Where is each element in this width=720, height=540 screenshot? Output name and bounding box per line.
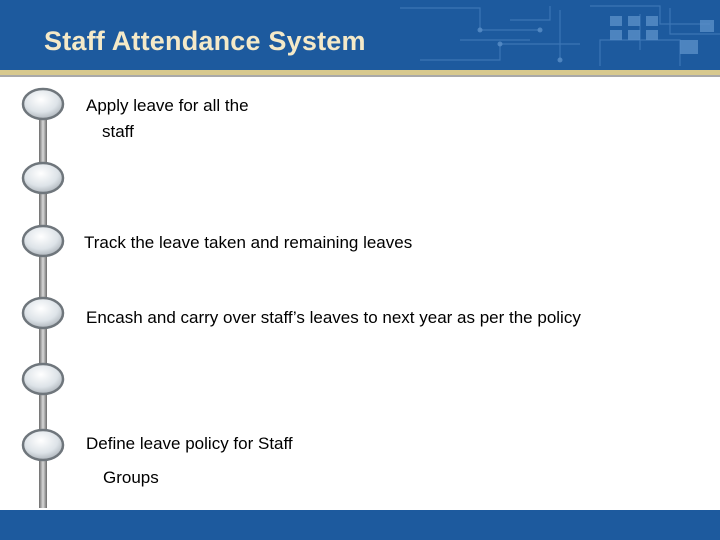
feature-text-line1: Apply leave for all the	[86, 96, 249, 115]
timeline-node	[23, 163, 63, 193]
circuit-decoration	[360, 0, 720, 72]
feature-text-line2: staff	[102, 122, 134, 141]
feature-text-line2: Groups	[103, 468, 159, 487]
feature-text-line1: Track the leave taken and remaining leaves	[84, 233, 413, 252]
timeline-node	[23, 364, 63, 394]
page-title: Staff Attendance System	[44, 26, 366, 56]
feature-text-line1: Define leave policy for Staff	[86, 434, 293, 453]
timeline-node	[23, 430, 63, 460]
footer-bar	[0, 510, 720, 540]
feature-define-policy	[86, 434, 293, 488]
feature-text-line1: Encash and carry over staff’s leaves to next year as per the policy	[86, 308, 581, 327]
timeline-node	[23, 226, 63, 256]
timeline-node	[23, 298, 63, 328]
feature-encash-carry-over	[86, 308, 581, 328]
timeline-node	[23, 89, 63, 119]
title-underline-shadow	[0, 75, 720, 77]
timeline-graphic	[20, 80, 80, 510]
feature-apply-leave	[86, 96, 249, 142]
feature-track-leave	[84, 233, 412, 253]
header-banner	[0, 0, 720, 72]
